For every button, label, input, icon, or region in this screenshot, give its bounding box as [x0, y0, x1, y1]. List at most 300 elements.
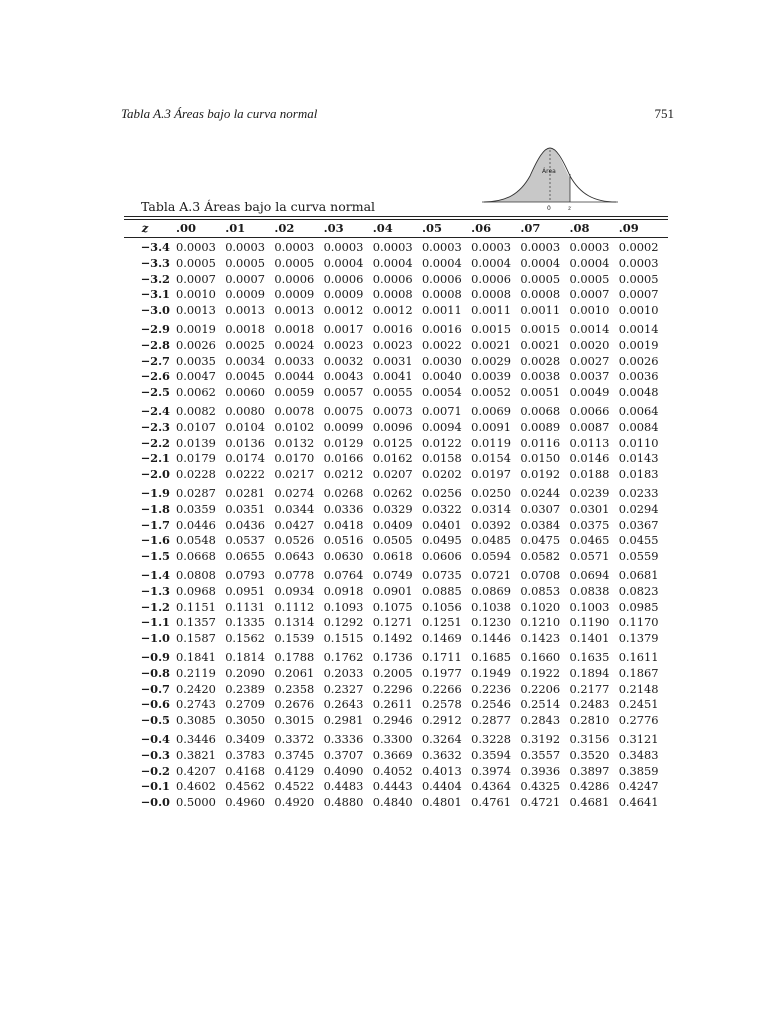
probability-cell: 0.0516 — [323, 533, 364, 548]
probability-cell: 0.3300 — [372, 731, 413, 746]
probability-cell: 0.1190 — [569, 615, 610, 630]
probability-cell: 0.0012 — [372, 303, 413, 318]
table-row — [124, 467, 668, 483]
z-value-cell: −2.6 — [140, 369, 170, 384]
probability-cell: 0.0968 — [176, 583, 216, 598]
table-row — [124, 256, 668, 272]
probability-cell: 0.0985 — [618, 599, 659, 614]
probability-cell: 0.1841 — [176, 649, 216, 664]
table-row — [124, 385, 668, 401]
probability-cell: 0.0006 — [421, 271, 462, 286]
probability-cell: 0.0082 — [176, 403, 216, 418]
probability-cell: 0.0014 — [569, 321, 610, 336]
probability-cell: 0.0465 — [569, 533, 610, 548]
probability-cell: 0.0030 — [421, 353, 462, 368]
probability-cell: 0.3707 — [323, 747, 364, 762]
probability-cell: 0.0179 — [176, 451, 216, 466]
probability-cell: 0.0064 — [618, 403, 659, 418]
probability-cell: 0.2546 — [471, 697, 511, 712]
probability-cell: 0.2810 — [569, 713, 610, 728]
area-label: Área — [542, 168, 556, 175]
z-value-cell: −2.9 — [140, 321, 170, 336]
probability-cell: 0.0060 — [225, 385, 266, 400]
z-value-cell: −3.0 — [140, 303, 170, 318]
probability-cell: 0.0034 — [225, 353, 266, 368]
probability-cell: 0.0505 — [372, 533, 413, 548]
probability-cell: 0.0008 — [421, 287, 462, 302]
probability-cell: 0.0094 — [421, 419, 462, 434]
probability-cell: 0.2358 — [274, 681, 315, 696]
probability-cell: 0.0010 — [618, 303, 659, 318]
probability-cell: 0.3669 — [372, 747, 413, 762]
probability-cell: 0.0244 — [520, 485, 561, 500]
probability-cell: 0.1335 — [225, 615, 266, 630]
probability-cell: 0.1762 — [323, 649, 364, 664]
table-row — [124, 697, 668, 713]
row-group — [124, 237, 668, 319]
probability-cell: 0.1446 — [471, 631, 511, 646]
table-row — [124, 354, 668, 370]
table-row — [124, 451, 668, 467]
probability-cell: 0.0951 — [225, 583, 266, 598]
probability-cell: 0.0116 — [520, 435, 561, 450]
probability-cell: 0.0548 — [176, 533, 216, 548]
probability-cell: 0.0021 — [520, 337, 561, 352]
probability-cell: 0.0032 — [323, 353, 364, 368]
probability-cell: 0.1635 — [569, 649, 610, 664]
probability-cell: 0.0096 — [372, 419, 413, 434]
probability-cell: 0.0401 — [421, 517, 462, 532]
probability-cell: 0.0485 — [471, 533, 511, 548]
z-value-cell: −3.3 — [140, 255, 170, 270]
probability-cell: 0.2061 — [274, 665, 315, 680]
probability-cell: 0.0018 — [274, 321, 315, 336]
z-value-cell: −1.3 — [140, 583, 170, 598]
probability-cell: 0.3745 — [274, 747, 315, 762]
probability-cell: 0.0222 — [225, 467, 266, 482]
row-group — [124, 319, 668, 401]
table-row — [124, 584, 668, 600]
z-table — [124, 219, 668, 811]
probability-cell: 0.0068 — [520, 403, 561, 418]
probability-cell: 0.0418 — [323, 517, 364, 532]
probability-cell: 0.0708 — [520, 567, 561, 582]
table-row — [124, 436, 668, 452]
probability-cell: 0.1711 — [421, 649, 462, 664]
z-value-cell: −0.0 — [140, 795, 170, 810]
probability-cell: 0.0150 — [520, 451, 561, 466]
table-row — [124, 483, 668, 502]
probability-cell: 0.0005 — [274, 255, 315, 270]
probability-cell: 0.0475 — [520, 533, 561, 548]
probability-cell: 0.0007 — [569, 287, 610, 302]
probability-cell: 0.0099 — [323, 419, 364, 434]
table-row — [124, 647, 668, 666]
probability-cell: 0.0256 — [421, 485, 462, 500]
probability-cell: 0.4602 — [176, 779, 216, 794]
probability-cell: 0.0003 — [471, 240, 511, 254]
table-row — [124, 682, 668, 698]
col-header: .08 — [569, 221, 590, 235]
probability-cell: 0.1660 — [520, 649, 561, 664]
probability-cell: 0.0495 — [421, 533, 462, 548]
probability-cell: 0.3121 — [618, 731, 659, 746]
probability-cell: 0.1038 — [471, 599, 511, 614]
probability-cell: 0.0287 — [176, 485, 216, 500]
probability-cell: 0.0202 — [421, 467, 462, 482]
z-value-cell: −0.4 — [140, 731, 170, 746]
z-value-cell: −0.3 — [140, 747, 170, 762]
probability-cell: 0.0069 — [471, 403, 511, 418]
probability-cell: 0.0322 — [421, 501, 462, 516]
probability-cell: 0.0003 — [569, 240, 610, 254]
probability-cell: 0.0537 — [225, 533, 266, 548]
probability-cell: 0.0004 — [569, 255, 610, 270]
probability-cell: 0.2148 — [618, 681, 659, 696]
probability-cell: 0.0281 — [225, 485, 266, 500]
probability-cell: 0.0107 — [176, 419, 216, 434]
probability-cell: 0.0026 — [618, 353, 659, 368]
probability-cell: 0.4286 — [569, 779, 610, 794]
probability-cell: 0.0455 — [618, 533, 659, 548]
zero-label: 0 — [547, 205, 551, 212]
probability-cell: 0.4721 — [520, 795, 561, 810]
table-row — [124, 713, 668, 729]
probability-cell: 0.2090 — [225, 665, 266, 680]
probability-cell: 0.4880 — [323, 795, 364, 810]
probability-cell: 0.2177 — [569, 681, 610, 696]
probability-cell: 0.4920 — [274, 795, 315, 810]
probability-cell: 0.0764 — [323, 567, 364, 582]
probability-cell: 0.0016 — [421, 321, 462, 336]
probability-cell: 0.0359 — [176, 501, 216, 516]
probability-cell: 0.1151 — [176, 599, 216, 614]
probability-cell: 0.0170 — [274, 451, 315, 466]
probability-cell: 0.0207 — [372, 467, 413, 482]
probability-cell: 0.0025 — [225, 337, 266, 352]
probability-cell: 0.0004 — [471, 255, 511, 270]
probability-cell: 0.0129 — [323, 435, 364, 450]
page-number: 751 — [654, 106, 674, 121]
probability-cell: 0.4801 — [421, 795, 462, 810]
table-row — [124, 420, 668, 436]
probability-cell: 0.0003 — [372, 240, 413, 254]
probability-cell: 0.0778 — [274, 567, 315, 582]
probability-cell: 0.0039 — [471, 369, 511, 384]
probability-cell: 0.0024 — [274, 337, 315, 352]
probability-cell: 0.0594 — [471, 549, 511, 564]
probability-cell: 0.0009 — [323, 287, 364, 302]
probability-cell: 0.0901 — [372, 583, 413, 598]
probability-cell: 0.0934 — [274, 583, 315, 598]
probability-cell: 0.0007 — [618, 287, 659, 302]
probability-cell: 0.0010 — [569, 303, 610, 318]
probability-cell: 0.0228 — [176, 467, 216, 482]
col-header: .01 — [225, 221, 246, 235]
probability-cell: 0.0003 — [618, 255, 659, 270]
probability-cell: 0.2005 — [372, 665, 413, 680]
probability-cell: 0.3264 — [421, 731, 462, 746]
table-caption: Tabla A.3 Áreas bajo la curva normal — [141, 199, 376, 214]
probability-cell: 0.0838 — [569, 583, 610, 598]
table-header-row — [124, 219, 668, 237]
probability-cell: 0.3015 — [274, 713, 315, 728]
probability-cell: 0.0026 — [176, 337, 216, 352]
probability-cell: 0.0071 — [421, 403, 462, 418]
probability-cell: 0.0091 — [471, 419, 511, 434]
probability-cell: 0.0136 — [225, 435, 266, 450]
probability-cell: 0.1093 — [323, 599, 364, 614]
table-row — [124, 565, 668, 584]
probability-cell: 0.0013 — [225, 303, 266, 318]
row-group — [124, 729, 668, 811]
probability-cell: 0.4325 — [520, 779, 561, 794]
probability-cell: 0.0055 — [372, 385, 413, 400]
col-header: .02 — [274, 221, 295, 235]
probability-cell: 0.1292 — [323, 615, 364, 630]
col-header: .05 — [421, 221, 442, 235]
probability-cell: 0.0005 — [176, 255, 216, 270]
probability-cell: 0.4840 — [372, 795, 413, 810]
row-group — [124, 647, 668, 729]
probability-cell: 0.1492 — [372, 631, 413, 646]
probability-cell: 0.0119 — [471, 435, 511, 450]
probability-cell: 0.0080 — [225, 403, 266, 418]
table-top-rule — [124, 216, 668, 217]
probability-cell: 0.0023 — [323, 337, 364, 352]
probability-cell: 0.0031 — [372, 353, 413, 368]
probability-cell: 0.1379 — [618, 631, 659, 646]
z-value-cell: −3.1 — [140, 287, 170, 302]
probability-cell: 0.3632 — [421, 747, 462, 762]
probability-cell: 0.0392 — [471, 517, 511, 532]
probability-cell: 0.0110 — [618, 435, 659, 450]
probability-cell: 0.1922 — [520, 665, 561, 680]
probability-cell: 0.0694 — [569, 567, 610, 582]
probability-cell: 0.0004 — [421, 255, 462, 270]
probability-cell: 0.0102 — [274, 419, 315, 434]
probability-cell: 0.0351 — [225, 501, 266, 516]
probability-cell: 0.4681 — [569, 795, 610, 810]
probability-cell: 0.0668 — [176, 549, 216, 564]
z-value-cell: −1.2 — [140, 599, 170, 614]
probability-cell: 0.3859 — [618, 763, 659, 778]
probability-cell: 0.0212 — [323, 467, 364, 482]
probability-cell: 0.1736 — [372, 649, 413, 664]
probability-cell: 0.0023 — [372, 337, 413, 352]
probability-cell: 0.0336 — [323, 501, 364, 516]
probability-cell: 0.4483 — [323, 779, 364, 794]
probability-cell: 0.0009 — [274, 287, 315, 302]
probability-cell: 0.0078 — [274, 403, 315, 418]
probability-cell: 0.0104 — [225, 419, 266, 434]
probability-cell: 0.0084 — [618, 419, 659, 434]
z-value-cell: −2.8 — [140, 337, 170, 352]
probability-cell: 0.1020 — [520, 599, 561, 614]
probability-cell: 0.0274 — [274, 485, 315, 500]
z-value-cell: −2.7 — [140, 353, 170, 368]
probability-cell: 0.2776 — [618, 713, 659, 728]
probability-cell: 0.0158 — [421, 451, 462, 466]
probability-cell: 0.4090 — [323, 763, 364, 778]
probability-cell: 0.0749 — [372, 567, 413, 582]
probability-cell: 0.0011 — [421, 303, 462, 318]
table-row — [124, 369, 668, 385]
z-value-cell: −0.2 — [140, 763, 170, 778]
probability-cell: 0.0166 — [323, 451, 364, 466]
probability-cell: 0.0057 — [323, 385, 364, 400]
probability-cell: 0.0618 — [372, 549, 413, 564]
table-row — [124, 615, 668, 631]
probability-cell: 0.3594 — [471, 747, 511, 762]
probability-cell: 0.0139 — [176, 435, 216, 450]
table-row — [124, 600, 668, 616]
table-row — [124, 272, 668, 288]
probability-cell: 0.2578 — [421, 697, 462, 712]
probability-cell: 0.0239 — [569, 485, 610, 500]
probability-cell: 0.0033 — [274, 353, 315, 368]
probability-cell: 0.0004 — [323, 255, 364, 270]
probability-cell: 0.1056 — [421, 599, 462, 614]
probability-cell: 0.0918 — [323, 583, 364, 598]
probability-cell: 0.0004 — [372, 255, 413, 270]
probability-cell: 0.0059 — [274, 385, 315, 400]
probability-cell: 0.1469 — [421, 631, 462, 646]
probability-cell: 0.0013 — [176, 303, 216, 318]
probability-cell: 0.0367 — [618, 517, 659, 532]
probability-cell: 0.0606 — [421, 549, 462, 564]
probability-cell: 0.3192 — [520, 731, 561, 746]
probability-cell: 0.2451 — [618, 697, 659, 712]
probability-cell: 0.5000 — [176, 795, 216, 810]
probability-cell: 0.0655 — [225, 549, 266, 564]
z-value-cell: −2.1 — [140, 451, 170, 466]
probability-cell: 0.0036 — [618, 369, 659, 384]
probability-cell: 0.0052 — [471, 385, 511, 400]
probability-cell: 0.0217 — [274, 467, 315, 482]
probability-cell: 0.2611 — [372, 697, 413, 712]
probability-cell: 0.1539 — [274, 631, 315, 646]
probability-cell: 0.0048 — [618, 385, 659, 400]
z-value-cell: −2.5 — [140, 385, 170, 400]
probability-cell: 0.4129 — [274, 763, 315, 778]
probability-cell: 0.0005 — [225, 255, 266, 270]
table-row — [124, 237, 668, 256]
z-value-cell: −0.1 — [140, 779, 170, 794]
probability-cell: 0.0003 — [225, 240, 266, 254]
probability-cell: 0.0018 — [225, 321, 266, 336]
probability-cell: 0.1611 — [618, 649, 659, 664]
probability-cell: 0.3821 — [176, 747, 216, 762]
table-row — [124, 533, 668, 549]
probability-cell: 0.3409 — [225, 731, 266, 746]
probability-cell: 0.2206 — [520, 681, 561, 696]
probability-cell: 0.0427 — [274, 517, 315, 532]
probability-cell: 0.4247 — [618, 779, 659, 794]
probability-cell: 0.0014 — [618, 321, 659, 336]
probability-cell: 0.1230 — [471, 615, 511, 630]
z-value-cell: −1.9 — [140, 485, 170, 500]
probability-cell: 0.1314 — [274, 615, 315, 630]
probability-cell: 0.3783 — [225, 747, 266, 762]
probability-cell: 0.4052 — [372, 763, 413, 778]
probability-cell: 0.0721 — [471, 567, 511, 582]
z-value-cell: −1.0 — [140, 631, 170, 646]
probability-cell: 0.2946 — [372, 713, 413, 728]
z-value-cell: −0.8 — [140, 665, 170, 680]
probability-cell: 0.0029 — [471, 353, 511, 368]
probability-cell: 0.3936 — [520, 763, 561, 778]
z-value-cell: −1.5 — [140, 549, 170, 564]
probability-cell: 0.0044 — [274, 369, 315, 384]
probability-cell: 0.3156 — [569, 731, 610, 746]
probability-cell: 0.0735 — [421, 567, 462, 582]
col-header: .03 — [323, 221, 344, 235]
probability-cell: 0.2643 — [323, 697, 364, 712]
probability-cell: 0.0089 — [520, 419, 561, 434]
probability-cell: 0.0154 — [471, 451, 511, 466]
probability-cell: 0.2514 — [520, 697, 561, 712]
probability-cell: 0.0250 — [471, 485, 511, 500]
probability-cell: 0.0301 — [569, 501, 610, 516]
probability-cell: 0.0075 — [323, 403, 364, 418]
probability-cell: 0.0329 — [372, 501, 413, 516]
probability-cell: 0.0375 — [569, 517, 610, 532]
probability-cell: 0.0011 — [520, 303, 561, 318]
z-label: z — [568, 205, 572, 212]
z-value-cell: −2.2 — [140, 435, 170, 450]
table-row — [124, 401, 668, 420]
probability-cell: 0.0436 — [225, 517, 266, 532]
probability-cell: 0.2389 — [225, 681, 266, 696]
probability-cell: 0.0027 — [569, 353, 610, 368]
probability-cell: 0.0037 — [569, 369, 610, 384]
table-row — [124, 319, 668, 338]
probability-cell: 0.0268 — [323, 485, 364, 500]
z-value-cell: −1.4 — [140, 567, 170, 582]
probability-cell: 0.0017 — [323, 321, 364, 336]
probability-cell: 0.0002 — [618, 240, 659, 254]
probability-cell: 0.1170 — [618, 615, 659, 630]
z-value-cell: −2.0 — [140, 467, 170, 482]
probability-cell: 0.0003 — [176, 240, 216, 254]
probability-cell: 0.0038 — [520, 369, 561, 384]
z-value-cell: −3.2 — [140, 271, 170, 286]
probability-cell: 0.0869 — [471, 583, 511, 598]
row-group — [124, 401, 668, 483]
probability-cell: 0.0559 — [618, 549, 659, 564]
probability-cell: 0.3050 — [225, 713, 266, 728]
probability-cell: 0.1587 — [176, 631, 216, 646]
probability-cell: 0.1401 — [569, 631, 610, 646]
probability-cell: 0.1894 — [569, 665, 610, 680]
probability-cell: 0.0793 — [225, 567, 266, 582]
probability-cell: 0.3446 — [176, 731, 216, 746]
probability-cell: 0.4562 — [225, 779, 266, 794]
z-value-cell: −2.4 — [140, 403, 170, 418]
table-row — [124, 518, 668, 534]
probability-cell: 0.2327 — [323, 681, 364, 696]
probability-cell: 0.0008 — [372, 287, 413, 302]
probability-cell: 0.0003 — [274, 240, 315, 254]
probability-cell: 0.0885 — [421, 583, 462, 598]
probability-cell: 0.0571 — [569, 549, 610, 564]
probability-cell: 0.0125 — [372, 435, 413, 450]
probability-cell: 0.0132 — [274, 435, 315, 450]
probability-cell: 0.3228 — [471, 731, 511, 746]
probability-cell: 0.2709 — [225, 697, 266, 712]
probability-cell: 0.0051 — [520, 385, 561, 400]
